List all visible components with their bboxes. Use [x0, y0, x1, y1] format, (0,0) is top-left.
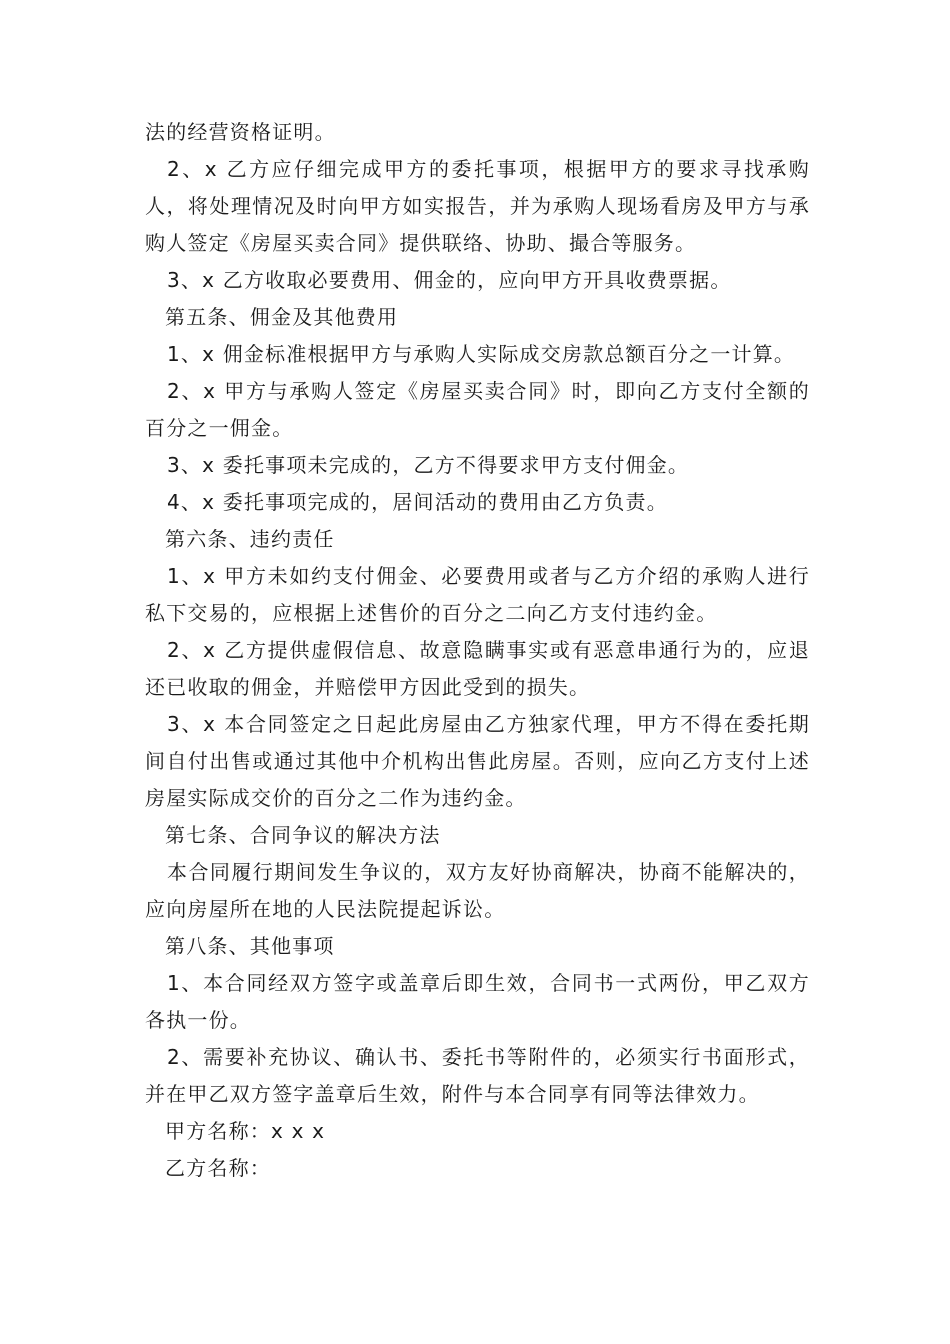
document-body	[145, 114, 810, 1187]
article7-heading: 第七条、合同争议的解决方法	[165, 823, 441, 847]
article5-item3: 3、x 委托事项未完成的，乙方不得要求甲方支付佣金。	[167, 453, 690, 477]
article8-item2: 2、需要补充协议、确认书、委托书等附件的，必须实行书面形式，并在甲乙双方签字盖章后生效，附件与本合同享有同等法律效力。	[145, 1045, 810, 1106]
article4-item2: 2、x 乙方应仔细完成甲方的委托事项，根据甲方的要求寻找承购人，将处理情况及时向甲方如实报告，并为承购人现场看房及甲方与承购人签定《房屋买卖合同》提供联络、协助、撮合等服务。	[145, 157, 810, 255]
article7-body: 本合同履行期间发生争议的，双方友好协商解决，协商不能解决的，应向房屋所在地的人民法院提起诉讼。	[145, 860, 810, 921]
article5-heading: 第五条、佣金及其他费用	[165, 305, 399, 329]
article5-item2: 2、x 甲方与承购人签定《房屋买卖合同》时，即向乙方支付全额的百分之一佣金。	[145, 379, 810, 440]
article6-item3: 3、x 本合同签定之日起此房屋由乙方独家代理，甲方不得在委托期间自付出售或通过其他中介机构出售此房屋。否则，应向乙方支付上述房屋实际成交价的百分之二作为违约金。	[145, 712, 810, 810]
article8-item1: 1、本合同经双方签字或盖章后即生效，合同书一式两份，甲乙双方各执一份。	[145, 971, 810, 1032]
article8-heading: 第八条、其他事项	[165, 934, 335, 958]
article6-item1: 1、x 甲方未如约支付佣金、必要费用或者与乙方介绍的承购人进行私下交易的，应根据上述售价的百分之二向乙方支付违约金。	[145, 564, 810, 625]
article6-item2: 2、x 乙方提供虚假信息、故意隐瞒事实或有恶意串通行为的，应退还已收取的佣金，并赔偿甲方因此受到的损失。	[145, 638, 810, 699]
paragraph-continuation: 法的经营资格证明。	[145, 120, 336, 144]
article5-item1: 1、x 佣金标准根据甲方与承购人实际成交房款总额百分之一计算。	[167, 342, 796, 366]
party-b-name: 乙方名称：	[165, 1156, 271, 1180]
party-a-name: 甲方名称：x x x	[165, 1119, 326, 1143]
article6-heading: 第六条、违约责任	[165, 527, 335, 551]
article5-item4: 4、x 委托事项完成的，居间活动的费用由乙方负责。	[167, 490, 668, 514]
article4-item3: 3、x 乙方收取必要费用、佣金的，应向甲方开具收费票据。	[167, 268, 732, 292]
